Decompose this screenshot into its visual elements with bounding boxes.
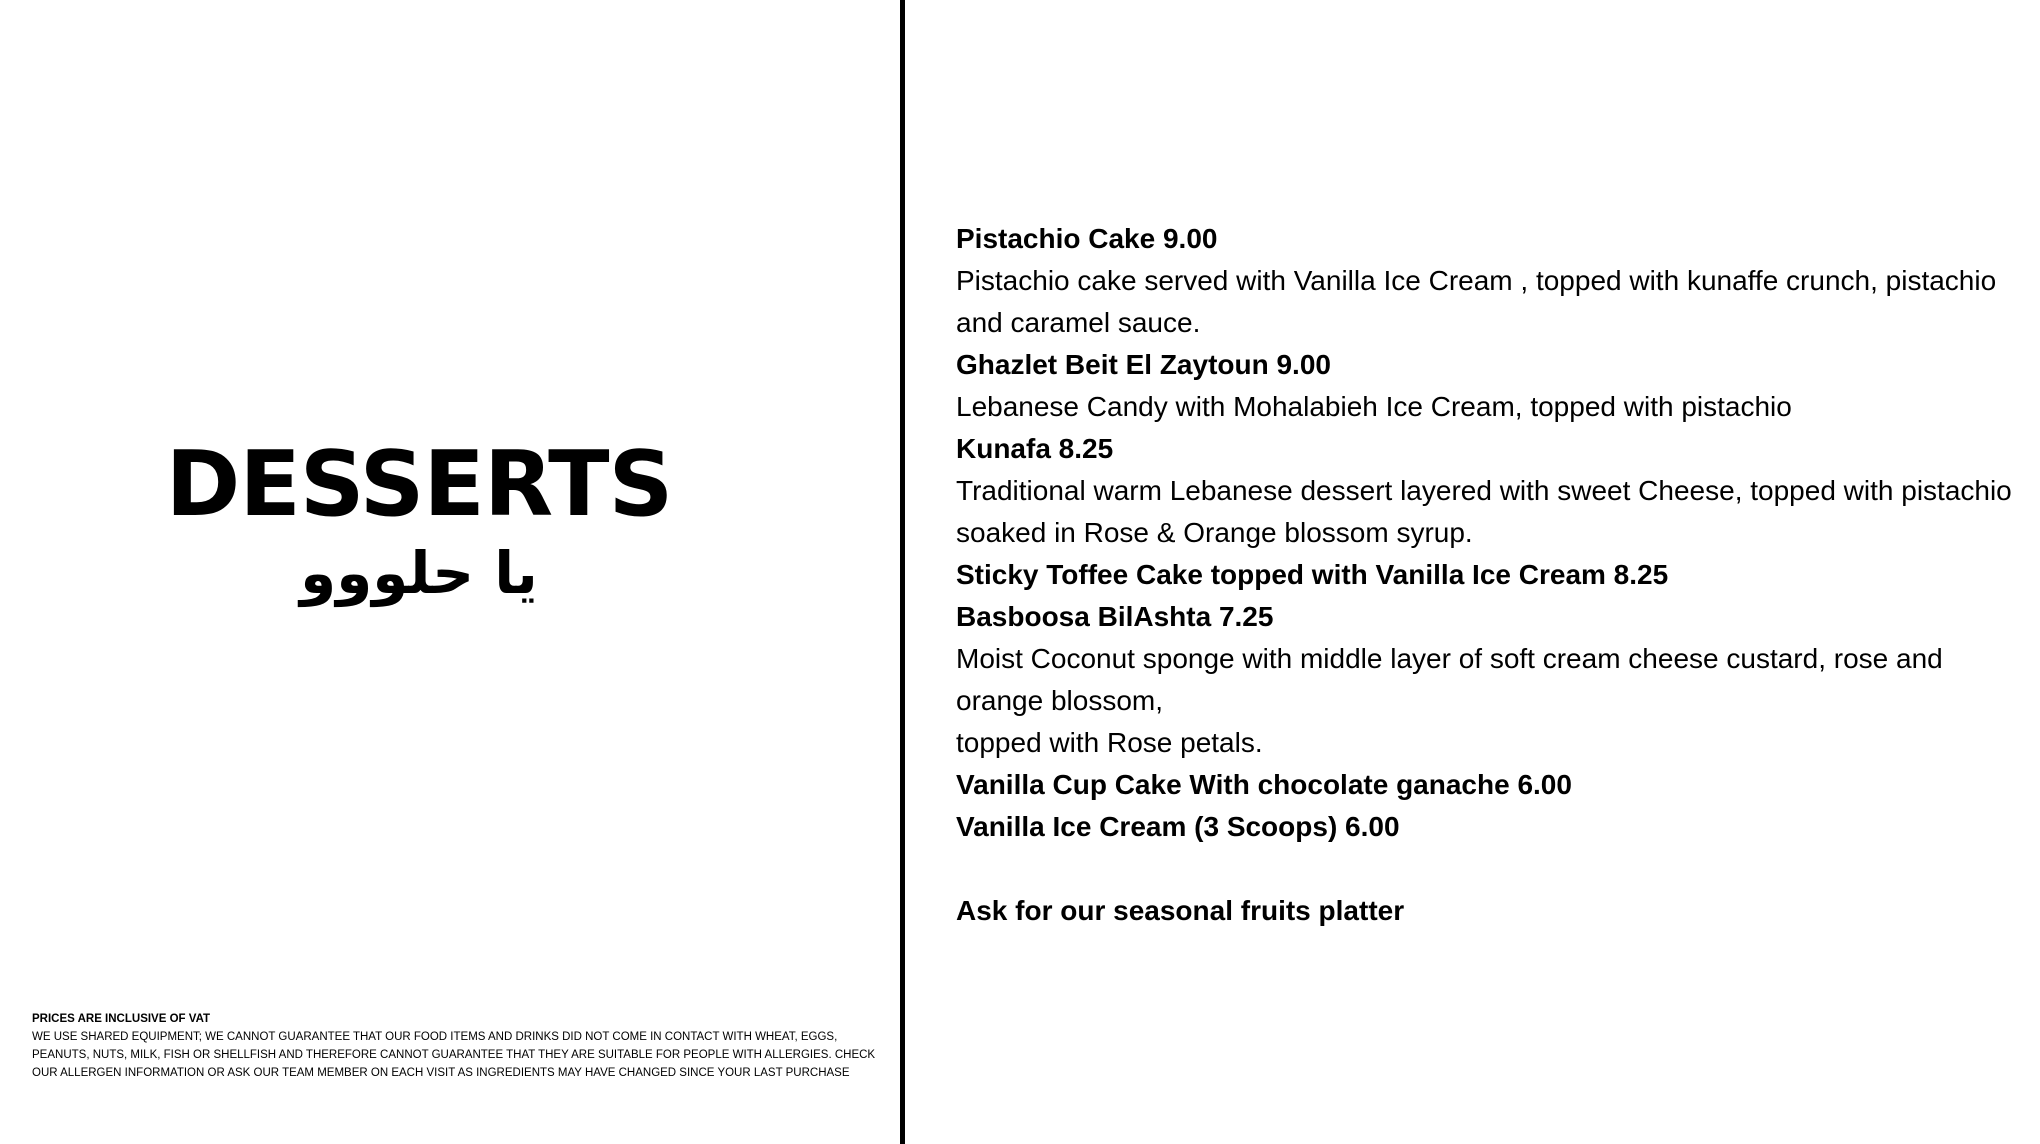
left-panel: [0, 0, 902, 1144]
menu-item: [956, 596, 2040, 764]
menu-item-name: Sticky Toffee Cake topped with Vanilla Ice Cream 8.25: [956, 559, 1669, 590]
menu-item-desc: topped with Rose petals.: [956, 727, 1263, 758]
allergen-note: WE USE SHARED EQUIPMENT; WE CANNOT GUARANTEE THAT OUR FOOD ITEMS AND DRINKS DID NOT COME IN CONTACT WITH WHEAT, EGGS, PEANUTS, NUTS, MILK, FISH OR SHELLFISH AND THEREFORE CANNOT GUARANTEE THAT THEY ARE SUITABLE FOR PEOPLE WITH ALLERGIES. CHECK OUR ALLERGEN INFORMATION OR ASK OUR TEAM MEMBER ON EACH VISIT AS INGREDIENTS MAY HAVE CHANGED SINCE YOUR LAST PURCHASE: [32, 1031, 876, 1079]
menu-item-desc: Lebanese Candy with Mohalabieh Ice Cream, topped with pistachio: [956, 391, 1792, 422]
arabic-subtitle: يا حلووو: [300, 539, 538, 607]
menu-item-desc: soaked in Rose & Orange blossom syrup.: [956, 517, 1473, 548]
vat-note: PRICES ARE INCLUSIVE OF VAT: [32, 1013, 211, 1025]
menu-item-desc: orange blossom,: [956, 685, 1164, 716]
menu-item-name: Kunafa 8.25: [956, 433, 1114, 464]
menu-item-desc: Moist Coconut sponge with middle layer of soft cream cheese custard, rose and: [956, 643, 1943, 674]
menu-item: [956, 764, 2040, 806]
menu-item-desc: Traditional warm Lebanese dessert layered with sweet Cheese, topped with pistachio: [956, 475, 2012, 506]
menu-item-desc: and caramel sauce.: [956, 307, 1201, 338]
menu-item-name: Ghazlet Beit El Zaytoun 9.00: [956, 349, 1331, 380]
menu-item: [956, 806, 2040, 848]
menu-item-name: Vanilla Ice Cream (3 Scoops) 6.00: [956, 811, 1400, 842]
page-title: DESSERTS: [165, 432, 673, 537]
menu-item-name: Pistachio Cake 9.00: [956, 223, 1218, 254]
menu-item: [956, 428, 2040, 554]
menu-item-name: Basboosa BilAshta 7.25: [956, 601, 1274, 632]
seasonal-note: Ask for our seasonal fruits platter: [956, 895, 1405, 926]
divider: [900, 0, 905, 1144]
menu-item-name: Vanilla Cup Cake With chocolate ganache 6.00: [956, 769, 1572, 800]
menu-item-desc: Pistachio cake served with Vanilla Ice Cream , topped with kunaffe crunch, pistachio: [956, 265, 1997, 296]
footer-notes: [32, 1010, 892, 1082]
dessert-menu: [956, 218, 2040, 932]
menu-item: [956, 554, 2040, 596]
menu-item: [956, 218, 2040, 344]
menu-item: [956, 344, 2040, 428]
